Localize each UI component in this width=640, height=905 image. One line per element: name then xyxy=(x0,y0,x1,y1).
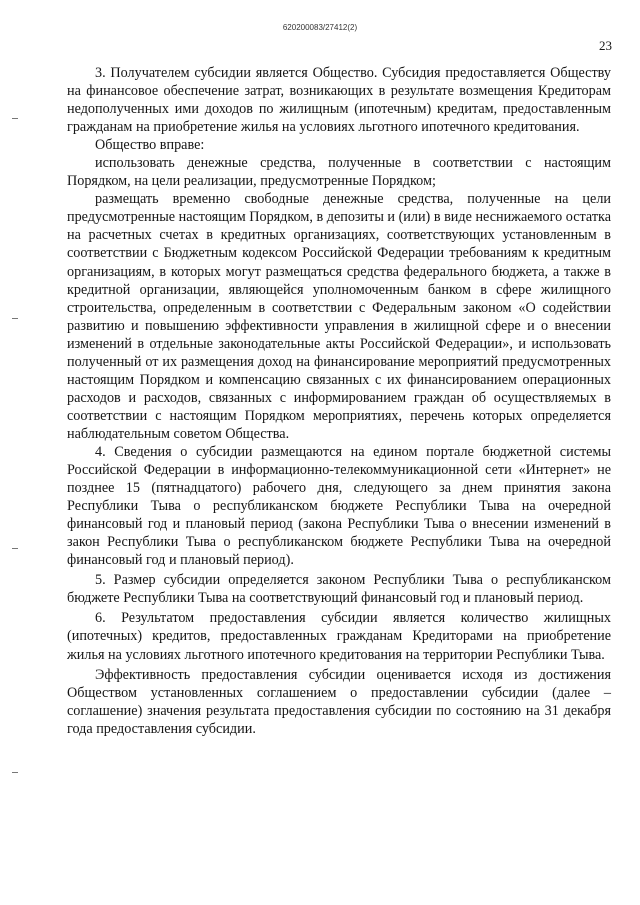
page-number: 23 xyxy=(599,38,612,53)
paragraph-deposit-funds: размещать временно свободные денежные средства, полученные на цели предусмотренные настоящим Порядком, в депозиты и (или) в виде неснижаемого остатка на расчетных счетах в кредитных организациях, соответствующих установленным в соответствии с Бюджетным кодексом Российской Федерации требованиям к кредитным организациям, в которых могут размещаться средства федерального бюджета, а также в кредитной организации, являющейся уполномоченным банком в сфере жилищного строительства, определенным в соответствии с Федеральным законом «О содействии развитию и повышению эффективности управления в жилищной сфере и о внесении изменений в отдельные законодательные акты Российской Федерации», и использовать полученный от их размещения доход на финансирование мероприятий предусмотренных настоящим Порядком и компенсацию связанных с их финансированием операционных расходов и расходов, связанных с информированием граждан об осуществляемых в соответствии с настоящим Порядком мероприятиях, перечень которых определяется наблюдательным советом Общества. xyxy=(67,191,611,442)
scan-margin-mark xyxy=(12,772,18,773)
document-body xyxy=(67,64,611,738)
paragraph-subsidy-info: 4. Сведения о субсидии размещаются на едином портале бюджетной системы Российской Федерации в информационно-телекоммуникационной сети «Интернет» не позднее 15 (пятнадцатого) рабочего дня, следующего за днем принятия закона Республики Тыва о республиканском бюджете Республики Тыва на очередной финансовый год и плановый период (закона Республики Тыва о внесении изменений в закон Республики Тыва о республиканском бюджете Республики Тыва на очередной финансовый год и плановый период). xyxy=(67,443,611,569)
scan-margin-mark xyxy=(12,318,18,319)
paragraph-rights-intro: Общество вправе: xyxy=(95,137,205,154)
scan-margin-mark xyxy=(12,118,18,119)
paragraph-efficiency: Эффективность предоставления субсидии оценивается исходя из достижения Обществом установленных соглашением о предоставлении субсидии (далее – соглашение) значения результата предоставления субсидии по состоянию на 31 декабря года предоставления субсидии. xyxy=(67,666,611,737)
paragraph-use-funds: использовать денежные средства, полученные в соответствии с настоящим Порядком, на цели реализации, предусмотренные Порядком; xyxy=(67,155,611,190)
paragraph-subsidy-amount: 5. Размер субсидии определяется законом Республики Тыва о республиканском бюджете Республики Тыва на соответствующий финансовый год и плановый период. xyxy=(67,572,611,607)
paragraph-recipient: 3. Получателем субсидии является Общество. Субсидия предоставляется Обществу на финансовое обеспечение затрат, возникающих в результате возмещения Кредиторам недополученных ими доходов по жилищным (ипотечным) кредитам, предоставленным гражданам на приобретение жилья на условиях льготного ипотечного кредитования. xyxy=(67,65,611,136)
scan-margin-mark xyxy=(12,548,18,549)
paragraph-subsidy-result: 6. Результатом предоставления субсидии является количество жилищных (ипотечных) кредитов, предоставленных гражданам Кредиторами на приобретение жилья на условиях льготного ипотечного кредитования на территории Республики Тыва. xyxy=(67,610,611,663)
document-code: 620200083/27412(2) xyxy=(282,23,358,32)
